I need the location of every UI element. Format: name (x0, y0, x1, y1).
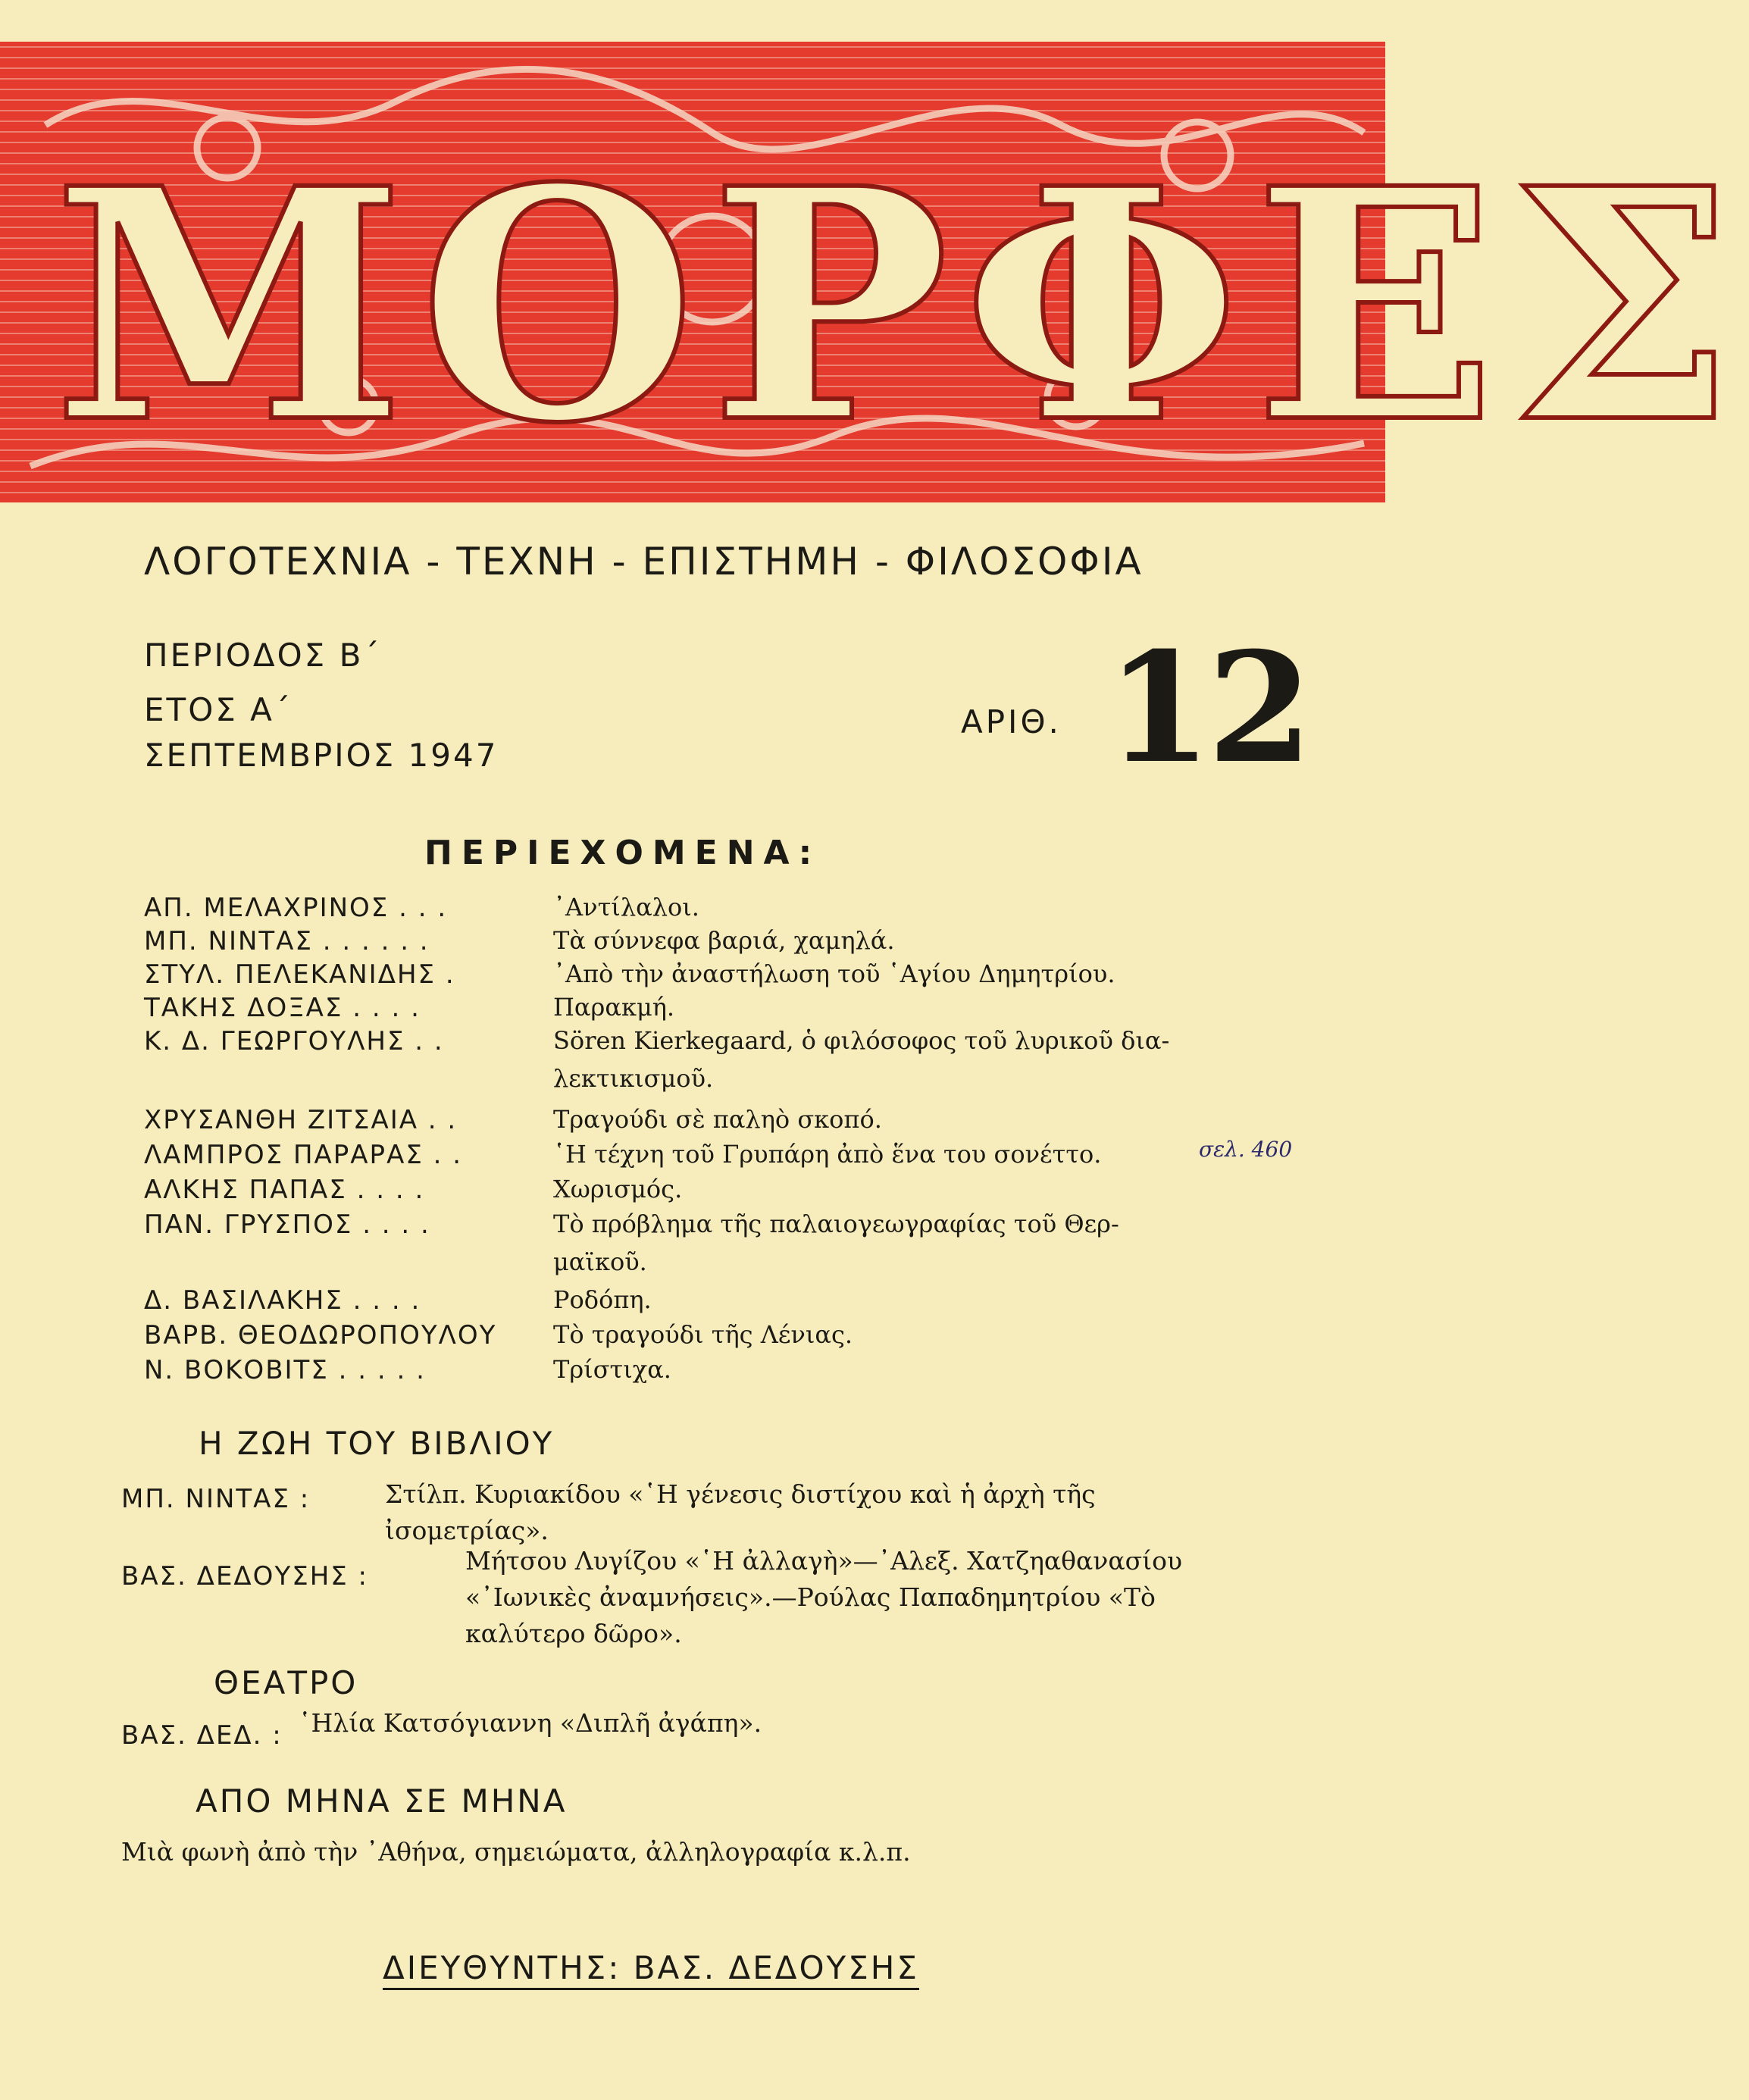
magazine-subtitle: ΛΟΓΟΤΕΧΝΙΑ - ΤΕΧΝΗ - ΕΠΙΣΤΗΜΗ - ΦΙΛΟΣΟΦΙΑ (144, 540, 1144, 584)
toc-author: ΤΑΚΗΣ ΔΟΞΑΣ . . . . (144, 993, 421, 1023)
book-life-heading: Η ΖΩΗ ΤΟΥ ΒΙΒΛΙΟΥ (199, 1425, 555, 1462)
theatre-heading: ΘΕΑΤΡΟ (214, 1664, 358, 1701)
toc-title: Ροδόπη. (553, 1285, 652, 1314)
toc-row (144, 926, 1281, 961)
toc-title: Χωρισμός. (553, 1175, 683, 1203)
toc-author: Δ. ΒΑΣΙΛΑΚΗΣ . . . . (144, 1285, 421, 1316)
review-text: «᾿Ιωνικὲς ἀναμνήσεις».—Ρούλας Παπαδημητρίου «Τὸ (465, 1582, 1156, 1612)
toc-title: Τραγούδι σὲ παληὸ σκοπό. (553, 1105, 882, 1134)
toc-title: Τρίστιχα. (553, 1355, 671, 1384)
toc-row (144, 1175, 1281, 1210)
masthead-banner (0, 42, 1749, 502)
review-text: ἰσομετρίας». (385, 1516, 549, 1545)
toc-author: ΑΠ. ΜΕΛΑΧΡΙΝΟΣ . . . (144, 893, 448, 923)
toc-author: ΣΤΥΛ. ΠΕΛΕΚΑΝΙΔΗΣ . (144, 959, 455, 990)
review-author: ΜΠ. ΝΙΝΤΑΣ : (121, 1484, 311, 1514)
toc-author: Κ. Δ. ΓΕΩΡΓΟΥΛΗΣ . . (144, 1026, 444, 1056)
theatre-text: ῾Ηλία Κατσόγιαννη «Διπλῆ ἀγάπη». (299, 1708, 762, 1738)
toc-author: ΠΑΝ. ΓΡΥΣΠΟΣ . . . . (144, 1210, 430, 1240)
toc-title: Τὸ πρόβλημα τῆς παλαιογεωγραφίας τοῦ Θερ- (553, 1210, 1119, 1238)
monthly-text: Μιὰ φωνὴ ἀπὸ τὴν ᾿Αθήνα, σημειώματα, ἀλληλογραφία κ.λ.π. (121, 1837, 911, 1867)
toc-row (144, 893, 1281, 928)
handwritten-note: σελ. 460 (1199, 1137, 1293, 1162)
director-credit: ΔΙΕΥΘΥΝΤΗΣ: ΒΑΣ. ΔΕΔΟΥΣΗΣ (383, 1949, 919, 1990)
review-text: καλύτερο δῶρο». (465, 1619, 682, 1648)
toc-row (144, 993, 1281, 1028)
contents-heading: ΠΕΡΙΕΧΟΜΕΝΑ: (424, 834, 821, 872)
review-text: Μήτσου Λυγίζου «῾Η ἀλλαγὴ»—᾿Αλεξ. Χατζηαθανασίου (465, 1546, 1183, 1576)
toc-title: ᾿Απὸ τὴν ἀναστήλωση τοῦ ῾Αγίου Δημητρίου. (553, 959, 1115, 988)
toc-author: Ν. ΒΟΚΟΒΙΤΣ . . . . . (144, 1355, 426, 1385)
toc-row (144, 1026, 1281, 1061)
toc-title: ᾿Αντίλαλοι. (553, 893, 699, 922)
magazine-title: ΜΟΡΦΕΣ (53, 120, 1749, 493)
issue-period: ΠΕΡΙΟΔΟΣ Β΄ (144, 637, 382, 674)
toc-row (144, 1140, 1281, 1175)
toc-row (144, 1285, 1281, 1320)
toc-title: Τὰ σύννεφα βαριά, χαμηλά. (553, 926, 895, 955)
toc-row (144, 1320, 1281, 1355)
issue-year: ΕΤΟΣ Α΄ (144, 691, 293, 728)
toc-author: ΧΡΥΣΑΝΘΗ ΖΙΤΣΑΙΑ . . (144, 1105, 458, 1135)
toc-title: Sören Kierkegaard, ὁ φιλόσοφος τοῦ λυρικοῦ δια- (553, 1026, 1170, 1055)
toc-row (144, 1105, 1281, 1140)
review-author: ΒΑΣ. ΔΕΔΟΥΣΗΣ : (121, 1561, 369, 1591)
review-text: Στίλπ. Κυριακίδου «῾Η γένεσις διστίχου καὶ ἡ ἀρχὴ τῆς (385, 1479, 1096, 1509)
theatre-author: ΒΑΣ. ΔΕΔ. : (121, 1720, 283, 1751)
toc-title: Παρακμή. (553, 993, 675, 1022)
toc-title: Τὸ τραγούδι τῆς Λένιας. (553, 1320, 853, 1349)
toc-row (144, 1210, 1281, 1244)
issue-number: 12 (1106, 619, 1309, 797)
toc-author: ΑΛΚΗΣ ΠΑΠΑΣ . . . . (144, 1175, 425, 1205)
issue-number-label: ΑΡΙΘ. (961, 703, 1062, 740)
toc-title: ῾Η τέχνη τοῦ Γρυπάρη ἀπὸ ἕνα του σονέττο. (553, 1140, 1102, 1169)
monthly-heading: ΑΠΟ ΜΗΝΑ ΣΕ ΜΗΝΑ (196, 1782, 568, 1820)
toc-author: ΒΑΡΒ. ΘΕΟΔΩΡΟΠΟΥΛΟΥ (144, 1320, 497, 1350)
toc-title-continuation: λεκτικισμοῦ. (553, 1064, 714, 1093)
toc-row (144, 959, 1281, 994)
toc-row (144, 1355, 1281, 1390)
toc-author: ΛΑΜΠΡΟΣ ΠΑΡΑΡΑΣ . . (144, 1140, 463, 1170)
toc-author: ΜΠ. ΝΙΝΤΑΣ . . . . . . (144, 926, 430, 956)
issue-date: ΣΕΠΤΕΜΒΡΙΟΣ 1947 (144, 737, 499, 774)
toc-title-continuation: μαϊκοῦ. (553, 1247, 647, 1276)
